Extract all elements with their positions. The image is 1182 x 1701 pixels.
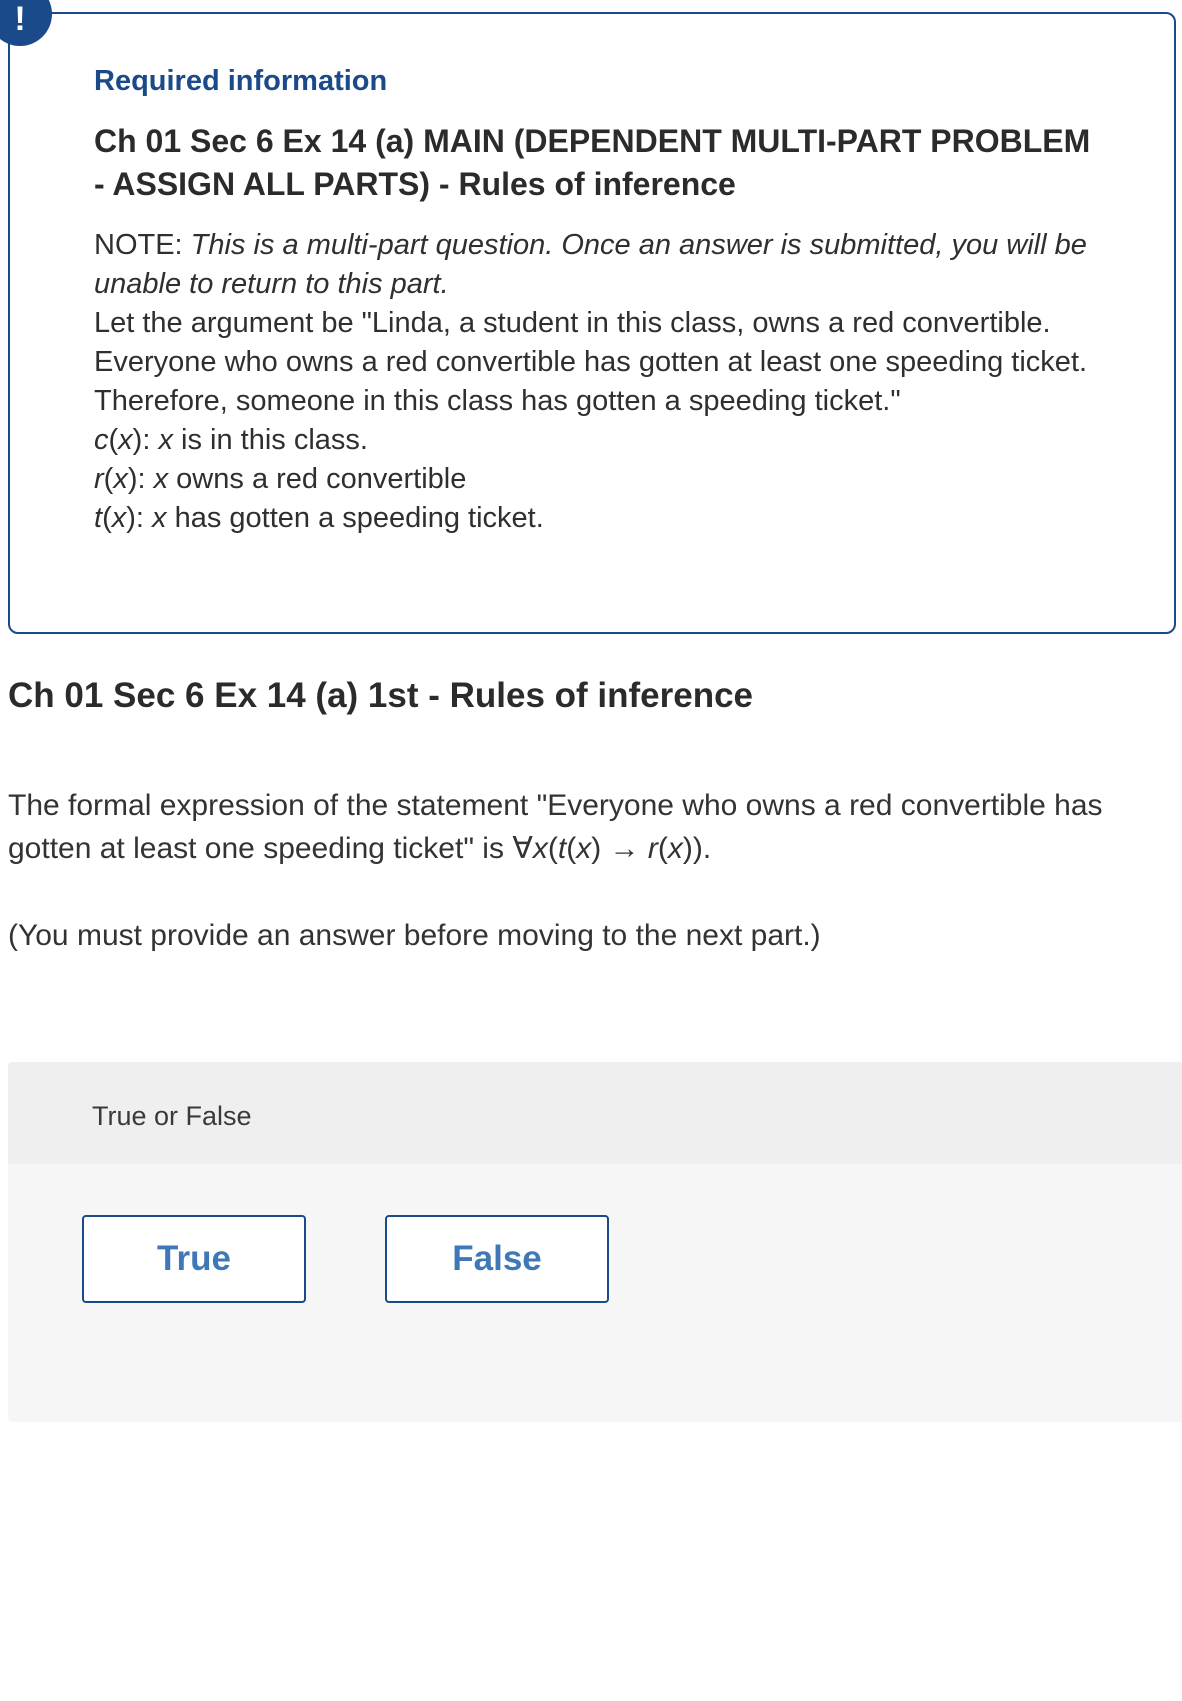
- answer-panel-header: [8, 1062, 1182, 1164]
- definition-t: t(x): x has gotten a speeding ticket.: [94, 502, 544, 534]
- definition-r: r(x): x owns a red convertible: [94, 463, 467, 495]
- note: [94, 226, 1094, 304]
- argument-text: Let the argument be "Linda, a student in this class, owns a red convertible. Everyone who owns a red convertible has gotten at least one speeding ticket. Therefore, someone in this class has gotten a speeding ticket.": [94, 307, 1088, 417]
- part-title: Ch 01 Sec 6 Ex 14 (a) 1st - Rules of inference: [8, 676, 754, 715]
- alert-icon: !: [0, 0, 52, 46]
- statement-lead: The formal expression of the statement "Everyone who owns a red convertible has gotten at least one speeding ticket" is: [8, 789, 1103, 865]
- answer-panel: [8, 1062, 1182, 1422]
- definition-c: c(x): x is in this class.: [94, 424, 368, 456]
- true-button[interactable]: True: [82, 1215, 306, 1303]
- problem-body: [94, 226, 1094, 538]
- required-information-panel: [8, 12, 1176, 634]
- note-text: This is a multi-part question. Once an answer is submitted, you will be unable to return to this part.: [94, 229, 1087, 300]
- question-statement: [8, 784, 1168, 870]
- required-information-label: Required information: [94, 65, 388, 97]
- note-prefix: NOTE:: [94, 229, 191, 261]
- false-button[interactable]: False: [385, 1215, 609, 1303]
- problem-title: Ch 01 Sec 6 Ex 14 (a) MAIN (DEPENDENT MULTI-PART PROBLEM - ASSIGN ALL PARTS) - Rules of inference: [94, 123, 1091, 202]
- required-information-content: [94, 64, 1094, 538]
- must-answer-note: (You must provide an answer before moving to the next part.): [8, 919, 821, 952]
- answer-type-label: True or False: [92, 1101, 252, 1131]
- formula: ∀x(t(x) → r(x)).: [512, 832, 712, 865]
